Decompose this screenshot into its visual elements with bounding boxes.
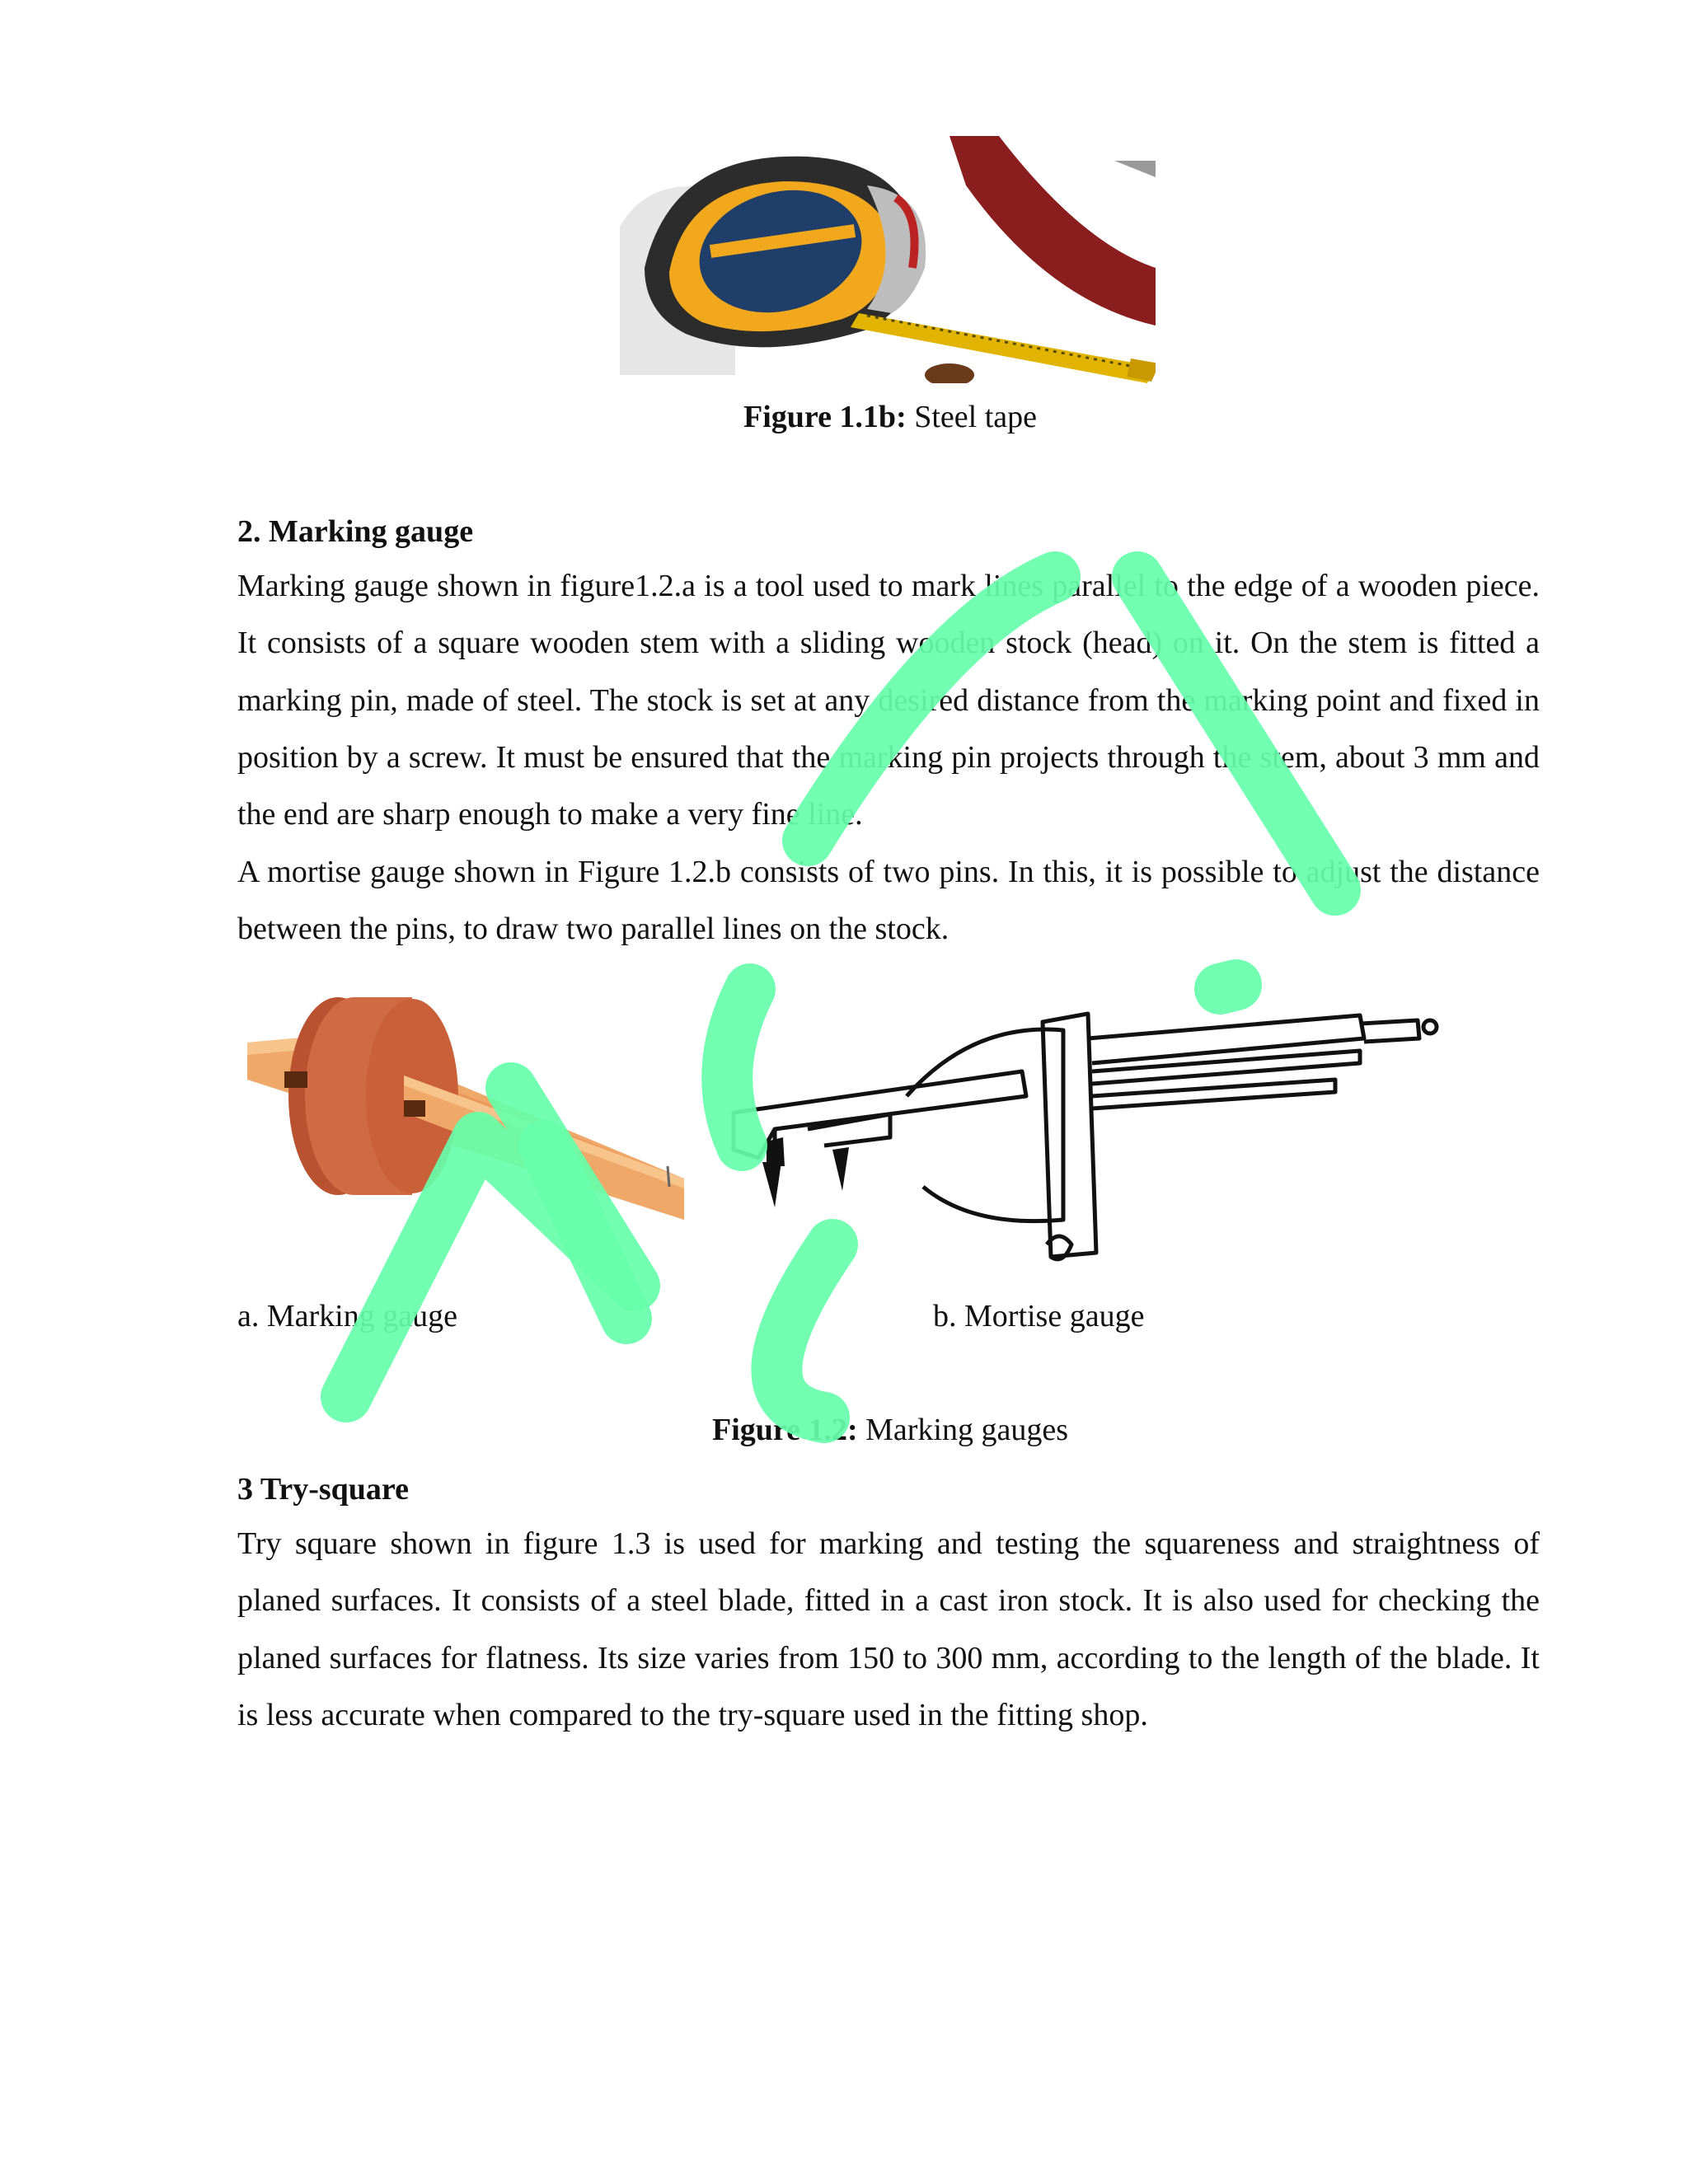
figure-1-1b-caption: [0, 399, 1688, 435]
mortise-gauge-paragraph: A mortise gauge shown in Figure 1.2.b consists of two pins. In this, it is possible to adjust the distance between the pins, to draw two parallel lines on the stock.: [237, 855, 1540, 947]
marking-gauge-image: [239, 997, 709, 1244]
figure-1-2-label: Figure 1.2:: [712, 1413, 858, 1447]
figure-1-2a-label: a. Marking gauge: [237, 1299, 457, 1333]
figure-1-1b-label: Figure 1.1b:: [743, 400, 907, 434]
steel-tape-image: [620, 136, 1156, 383]
figure-1-1b-text: Steel tape: [906, 400, 1038, 434]
marking-gauge-paragraph: Marking gauge shown in figure1.2.a is a tool used to mark lines parallel to the edge of a wooden piece. It consists of a square wooden stem with a sliding wooden stock (head) on it. On the stem is fitted a marking pin, made of steel. The stock is set at any desired distance from the marking point and fixed in position by a screw. It must be ensured that the marking pin projects through the stem, about 3 mm and the end are sharp enough to make a very fine line.: [237, 569, 1540, 832]
figure-1-2b-label: b. Mortise gauge: [933, 1299, 1145, 1333]
figure-1-2-text: Marking gauges: [857, 1413, 1068, 1447]
marking-gauge-heading: 2. Marking gauge: [237, 514, 474, 549]
try-square-paragraph: Try square shown in figure 1.3 is used for marking and testing the squareness and straightness of planed surfaces. It consists of a steel blade, fitted in a cast iron stock. It is also used for checking the planed surfaces for flatness. Its size varies from 150 to 300 mm, according to the length of the blade. It is less accurate when compared to the try-square used in the fitting shop.: [237, 1526, 1540, 1732]
figure-1-2-caption: [0, 1412, 1688, 1448]
mortise-gauge-image: [725, 1005, 1451, 1277]
try-square-heading: 3 Try-square: [237, 1472, 409, 1507]
